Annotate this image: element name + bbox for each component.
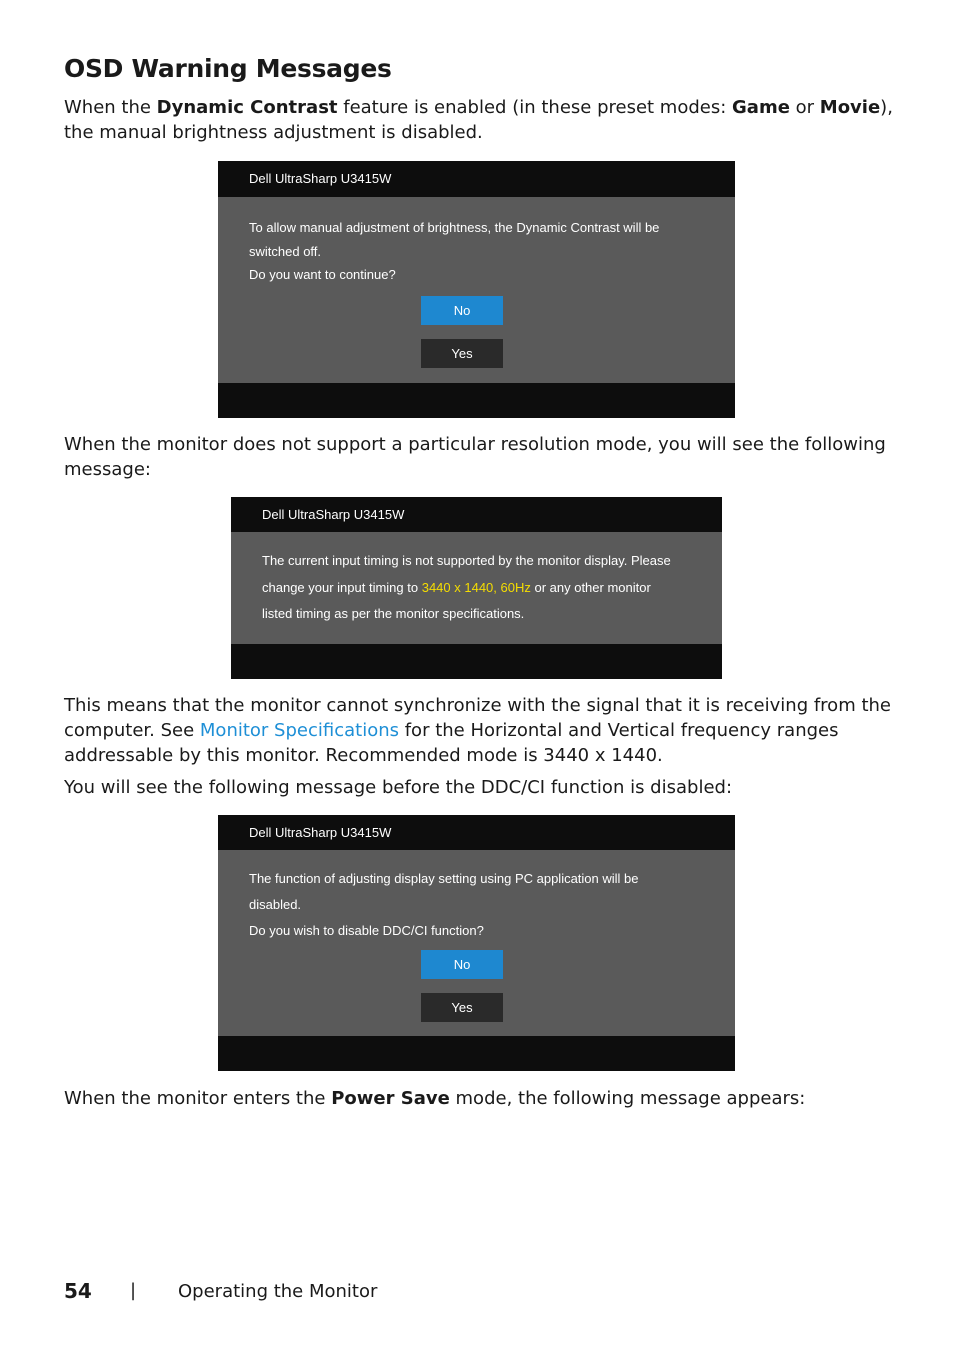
paragraph-power-save	[64, 1086, 894, 1111]
bold-term-game: Game	[732, 97, 790, 118]
footer-section-title: Operating the Monitor	[178, 1281, 378, 1302]
osd-message-line: Do you wish to disable DDC/CI function?	[249, 923, 484, 938]
osd-message-line: or any other monitor	[530, 579, 651, 595]
osd-dynamic-contrast-dialog	[218, 161, 735, 418]
yes-button[interactable]: Yes	[421, 339, 503, 368]
paragraph-synchronize	[64, 693, 894, 768]
osd-ddcci-dialog	[218, 815, 735, 1071]
text: When the	[64, 97, 157, 118]
yes-button[interactable]: Yes	[421, 993, 503, 1022]
osd-title-bar: Dell UltraSharp U3415W	[231, 497, 722, 532]
osd-message-line: To allow manual adjustment of brightness, the Dynamic Contrast will be	[249, 220, 660, 235]
no-button[interactable]: No	[421, 296, 503, 325]
osd-message	[249, 216, 695, 287]
bold-term-movie: Movie	[819, 97, 881, 118]
osd-input-timing-dialog	[231, 497, 722, 679]
bold-term-dynamic-contrast: Dynamic Contrast	[156, 97, 338, 118]
osd-title-bar: Dell UltraSharp U3415W	[218, 161, 735, 197]
osd-footer-bar	[231, 644, 722, 679]
section-heading: OSD Warning Messages	[64, 54, 392, 83]
osd-message	[262, 548, 682, 628]
monitor-specifications-link[interactable]: Monitor Specifications	[199, 720, 399, 741]
osd-message-line: The current input timing is not supported by the monitor display. Please	[262, 553, 671, 568]
osd-message	[249, 866, 695, 944]
osd-message-line: The function of adjusting display setting using PC application will be	[249, 871, 639, 886]
recommended-timing-highlight: 3440 x 1440, 60Hz	[421, 579, 531, 595]
no-button[interactable]: No	[421, 950, 503, 979]
text: When the monitor enters the	[64, 1088, 332, 1109]
paragraph-resolution: When the monitor does not support a particular resolution mode, you will see the following message:	[64, 434, 886, 480]
osd-message-line: change your input timing to	[262, 579, 422, 595]
text: for the Horizontal and Vertical frequency ranges addressable by this monitor. Recommended mode is 3440 x 1440.	[64, 720, 839, 766]
osd-message-line: listed timing as per the monitor specifications.	[262, 606, 525, 621]
text: mode, the following message appears:	[449, 1088, 806, 1109]
text: ), the manual brightness adjustment is disabled.	[64, 97, 893, 143]
osd-footer-bar	[218, 1036, 735, 1071]
text: This means that the monitor cannot synchronize with the signal that it is receiving from the computer. See	[64, 695, 891, 741]
osd-message-line: switched off.	[249, 243, 322, 259]
footer-separator: |	[130, 1280, 137, 1301]
paragraph-dynamic-contrast	[64, 95, 894, 145]
bold-term-power-save: Power Save	[331, 1088, 450, 1109]
paragraph-ddcci: You will see the following message before the DDC/CI function is disabled:	[64, 777, 733, 798]
page-number: 54	[64, 1279, 92, 1303]
text: feature is enabled (in these preset modes:	[337, 97, 733, 118]
osd-title-bar: Dell UltraSharp U3415W	[218, 815, 735, 850]
text: or	[789, 97, 820, 118]
osd-message-line: Do you want to continue?	[249, 267, 396, 282]
osd-footer-bar	[218, 383, 735, 418]
osd-message-line: disabled.	[249, 897, 302, 912]
